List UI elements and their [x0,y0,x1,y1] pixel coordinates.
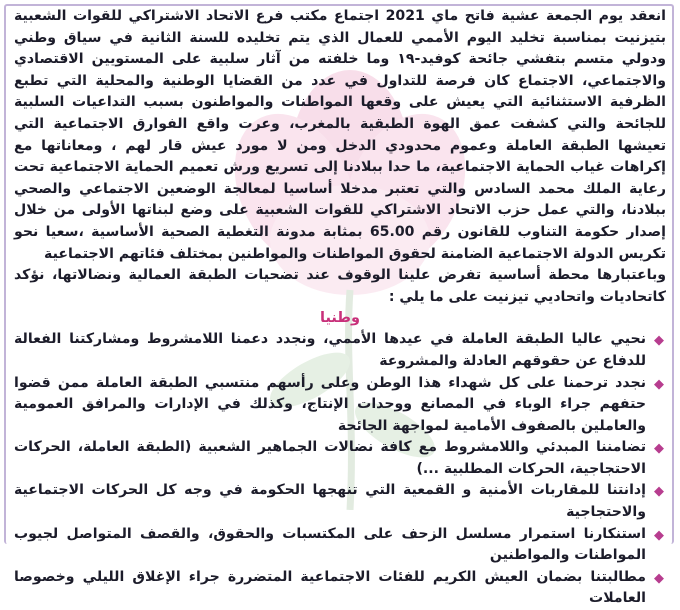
second-paragraph: وباعتبارها محطة أساسية تفرض علينا الوقوف عند تضحيات الطبقة العمالية ونضالاتها، نؤكد كاتحاديات واتحاديي تيزنيت على ما يلي : [14,267,666,305]
list-item: ◆ نحيي عاليا الطبقة العاملة في عيدها الأممي، ونجدد دعمنا اللامشروط ومشاركتنا الفعالة للدفاع عن حقوقهم العادلة والمشروعة [14,331,664,369]
list-item: ◆ مطالبتنا بضمان العيش الكريم للفئات الاجتماعية المتضررة جراء الإغلاق الليلي وخصوصا العاملات [14,568,664,607]
diamond-bullet-icon: ◆ [654,376,664,392]
list-item: ◆ تضامننا المبدئي واللامشروط مع كافة نضالات الجماهير الشعبية (الطبقة العاملة، الحركات الاحتجاجية، الحركات المطلبية ...) [14,439,664,477]
document-body [14,6,666,610]
list-item: ◆ إدانتنا للمقاربات الأمنية و القمعية التي تنهجها الحكومة في وجه كل الحركات الاجتماعية والاحتجاجية [14,482,664,521]
diamond-bullet-icon: ◆ [654,484,664,500]
list-item: ◆ نجدد ترحمنا على كل شهداء هذا الوطن وعلى رأسهم منتسبي الطبقة العاملة ممن قضوا حتفهم جراء الوباء في المصانع ووحدات الإنتاج، وكذلك في الإدارات والمرافق العمومية والعاملين بالصفوف الأمامية لمواجهة الجائحة [14,374,664,434]
intro-paragraph: انعقد يوم الجمعة عشية فاتح ماي 2021 اجتماع مكتب فرع الاتحاد الاشتراكي للقوات الشعبية بتيزنيت بمناسبة تخليد اليوم الأممي للعمال الذي يتم تخليده للسنة الثانية في سياق وطني ودولي متسم بتفشي جائحة كوفيد-١٩ وما خلفته من آثار سلبية على المستويين الاقتصادي والاجتماعي، الاجتماع كان فرصة للتداول في عدد من القضايا الوطنية والمحلية التي تطبع الظرفية الاستثنائية التي يعيش على وقعها المواطنات والمواطنون بسبب التداعيات السلبية للجائحة والتي كشفت عمق الهوة الطبقية بالمغرب، وعرت واقع الفوارق الاجتماعية التي تعيشها الطبقة العاملة وعموم محدودي الدخل ومن لا مورد عيش قار لهم ، ومعاناتها مع إكراهات غياب الحماية الاجتماعية، ما حدا ببلادنا إلى تسريع ورش تعميم الحماية الاجتماعية تحت رعاية الملك محمد السادس والتي تعتبر مدخلا أساسيا لمعالجة الوضعين الاجتماعي والصحي ببلادنا، والتي عمل حزب الاتحاد الاشتراكي للقوات الشعبية على وضع لبناتها الأولى من خلال إصدار حكومة التناوب للقانون رقم 65.00 بمثابة مدونة التغطية الصحية الأساسية ،سعيا نحو تكريس الدولة الاجتماعية الضامنة لحقوق المواطنات والمواطنين بمختلف فئاتهم الاجتماعية [14,8,667,262]
diamond-bullet-icon: ◆ [654,570,664,586]
demands-list [14,329,666,610]
list-item: ◆ استنكارنا استمرار مسلسل الزحف على المكتسبات والحقوق، والقصف المتواصل لجيوب المواطنات والمواطنين [14,525,664,564]
diamond-bullet-icon: ◆ [654,333,664,349]
section-heading: وطنيا [320,310,360,327]
diamond-bullet-icon: ◆ [654,527,664,543]
diamond-bullet-icon: ◆ [654,441,664,457]
